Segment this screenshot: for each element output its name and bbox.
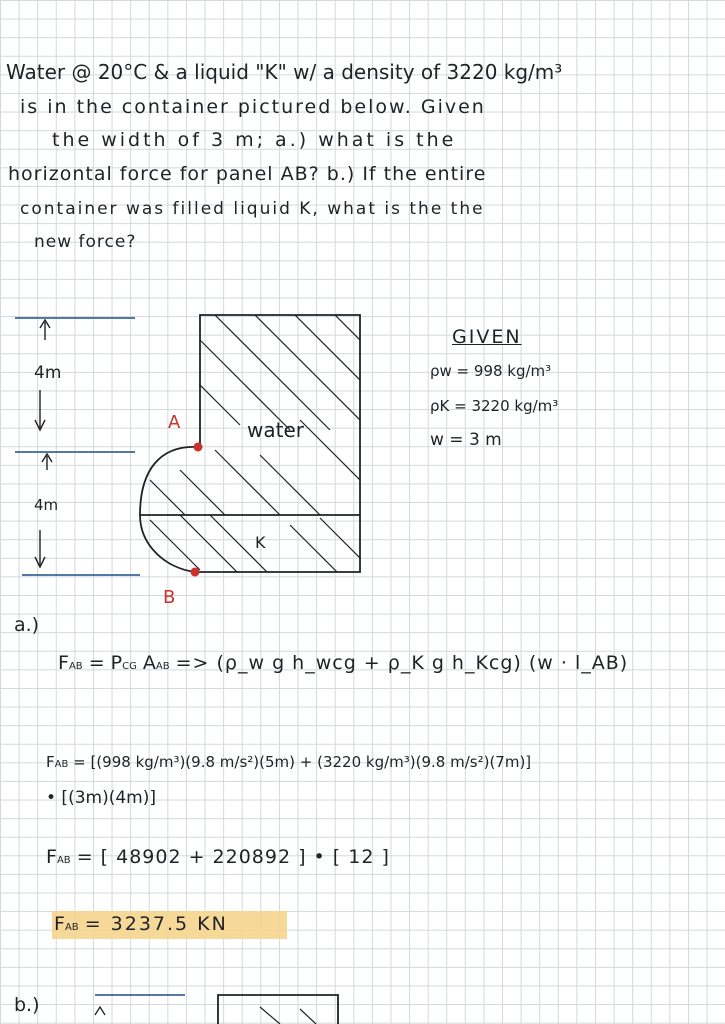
- problem-line-6: new force?: [34, 232, 137, 252]
- given-title: GIVEN: [452, 326, 522, 348]
- eq2-line-1-text: = [(998 kg/m³)(9.8 m/s²)(5m) + (3220 kg/m³)(9.8 m/s²)(7m)]: [73, 753, 532, 771]
- given-width: w = 3 m: [430, 430, 502, 450]
- dim-label-top: 4m: [34, 363, 62, 383]
- eq1-rhs: = P: [88, 652, 123, 674]
- eq3-text: = [ 48902 + 220892 ] • [ 12 ]: [76, 846, 390, 868]
- container-outline: [140, 315, 360, 572]
- label-b: B: [163, 587, 176, 608]
- container-diagram: [0, 290, 725, 610]
- problem-line-3: the width of 3 m; a.) what is the: [52, 129, 457, 151]
- result-a: FAB = 3237.5 KN: [54, 913, 228, 935]
- equation-1: [58, 652, 628, 674]
- label-water: water: [247, 418, 304, 442]
- label-a: A: [168, 412, 181, 433]
- equation-2-line-2: • [(3m)(4m)]: [46, 788, 156, 808]
- eq1-lhs: F: [58, 652, 69, 674]
- eq1-area: A: [142, 652, 156, 674]
- equation-2-line-1: FAB = [(998 kg/m³)(9.8 m/s²)(5m) + (3220 kg/m³)(9.8 m/s²)(7m)]: [46, 753, 532, 771]
- part-b-diagram-fragment: [0, 985, 725, 1024]
- part-a-label: a.): [14, 614, 40, 636]
- part-b-label: b.): [14, 994, 40, 1016]
- curved-panel-ab: [140, 447, 198, 572]
- point-b: [191, 568, 200, 577]
- eq1-lhs-sub: AB: [68, 661, 83, 672]
- given-rho-k: ρK = 3220 kg/m³: [430, 397, 559, 415]
- given-rho-w: ρw = 998 kg/m³: [430, 362, 552, 380]
- problem-line-5: container was filled liquid K, what is the the: [20, 199, 485, 219]
- label-k: K: [255, 533, 266, 552]
- eq1-expansion: => (ρ_w g h_wcg + ρ_K g h_Kcg) (w · l_AB): [175, 652, 629, 674]
- eq1-rhs-sub: CG: [122, 661, 137, 672]
- equation-3: FAB = [ 48902 + 220892 ] • [ 12 ]: [46, 846, 390, 868]
- eq1-area-sub: AB: [155, 661, 170, 672]
- dim-label-bottom: 4m: [34, 496, 59, 514]
- level-lines: [15, 318, 140, 575]
- problem-line-2: is in the container pictured below. Given: [20, 96, 486, 118]
- point-a: [194, 443, 203, 452]
- problem-line-1: Water @ 20°C & a liquid "K" w/ a density of 3220 kg/m³: [6, 60, 563, 84]
- dimension-arrows: [35, 320, 52, 567]
- problem-line-4: horizontal force for panel AB? b.) If the entire: [8, 163, 487, 185]
- result-a-text: = 3237.5 KN: [84, 913, 228, 935]
